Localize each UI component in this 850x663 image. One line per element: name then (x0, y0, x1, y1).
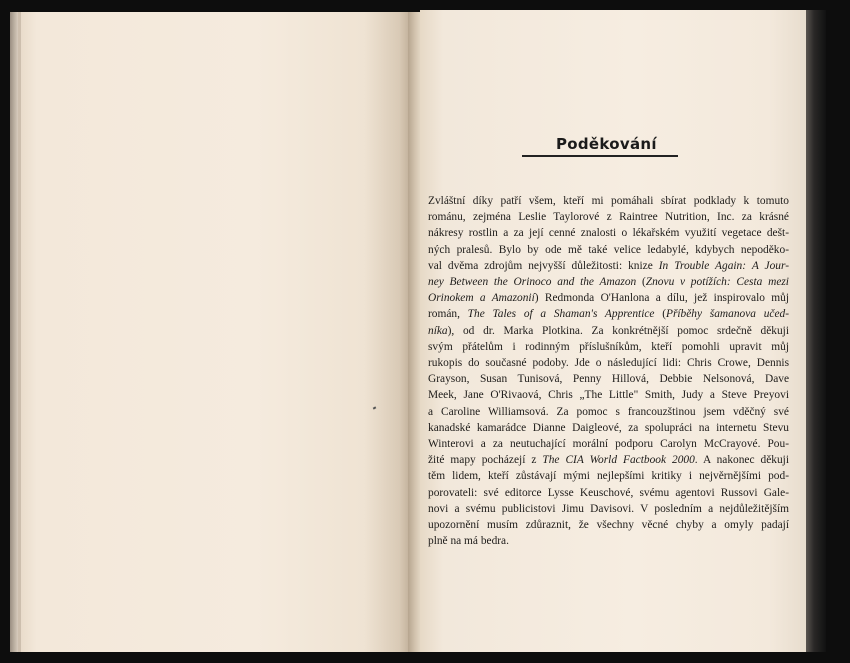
text-line: Orinokem a Amazonií) Redmonda O'Hanlona a dílu, jež inspirovalo můj (428, 292, 789, 305)
text-line: svým přátelům i rodinným příslušníkům, kteří pomohli upravit můj (428, 340, 789, 353)
acknowledgements-text (428, 193, 789, 549)
text-line: nákresy rostlin a za její cenné znalosti o lékařském využití vegetace dešt- (428, 227, 789, 240)
chapter-title: Poděkování (556, 135, 657, 153)
text-line: a Caroline Williamsová. Za pomoc s francouzštinou jsem vděčný své (428, 405, 789, 418)
text-line: ney Between the Orinoco and the Amazon (Znovu v potížích: Cesta mezi (428, 276, 789, 289)
text-line: Meek, Jane O'Rivaová, Chris „The Little" Smith, Judy a Steve Preyovi (428, 389, 789, 402)
text-line: níka), od dr. Marka Plotkina. Za konkrétnější pomoc srdečně děkuji (428, 324, 789, 337)
left-page-edge (10, 12, 18, 652)
text-line: žité mapy pocházejí z The CIA World Factbook 2000. A nakonec děkuji (428, 454, 789, 467)
text-line: kanadské kamarádce Dianne Daigleové, za spolupráci na internetu Stevu (428, 421, 789, 434)
text-line: porovateli: své editorce Lysse Keuschové, svému agentovi Russovi Gale- (428, 486, 789, 499)
text-line: těm lidem, kteří zůstávají mými nejlepšími kritiky i nejvěrnějšími pod- (428, 470, 789, 483)
right-page-edge (806, 10, 826, 652)
text-line: rukopis do současné podoby. Jde o následující lidi: Chris Crowe, Dennis (428, 357, 789, 370)
text-line: upozornění musím zdůraznit, že všechny věcné chyby a omyly padají (428, 519, 789, 532)
title-underline (522, 155, 678, 157)
text-line: plně na má bedra. (428, 535, 509, 548)
text-line: román, The Tales of a Shaman's Apprentice (Příběhy šamanova učed- (428, 308, 789, 321)
text-line: novi a svému publicistovi Jimu Davisovi. V posledním a nejdůležitějším (428, 502, 789, 515)
text-line: Grayson, Susan Tunisová, Penny Hillová, Debbie Nelsonová, Dave (428, 373, 789, 386)
text-line: val dvěma zdrojům nejvyšší důležitosti: knize In Trouble Again: A Jour- (428, 259, 789, 272)
text-line: Zvláštní díky patří všem, kteří mi pomáhali sbírat podklady k tomuto (428, 195, 789, 207)
text-line: románu, zejména Leslie Taylorové z Raintree Nutrition, Inc. za krásné (428, 211, 789, 224)
left-page-blank (18, 12, 411, 652)
text-line: Winterovi a za neutuchající morální podporu Carolyn McCrayové. Pou- (428, 438, 789, 451)
text-line: ných pralesů. Bylo by ode mě také velice ledabylé, kdybych nepoděko- (428, 243, 789, 256)
